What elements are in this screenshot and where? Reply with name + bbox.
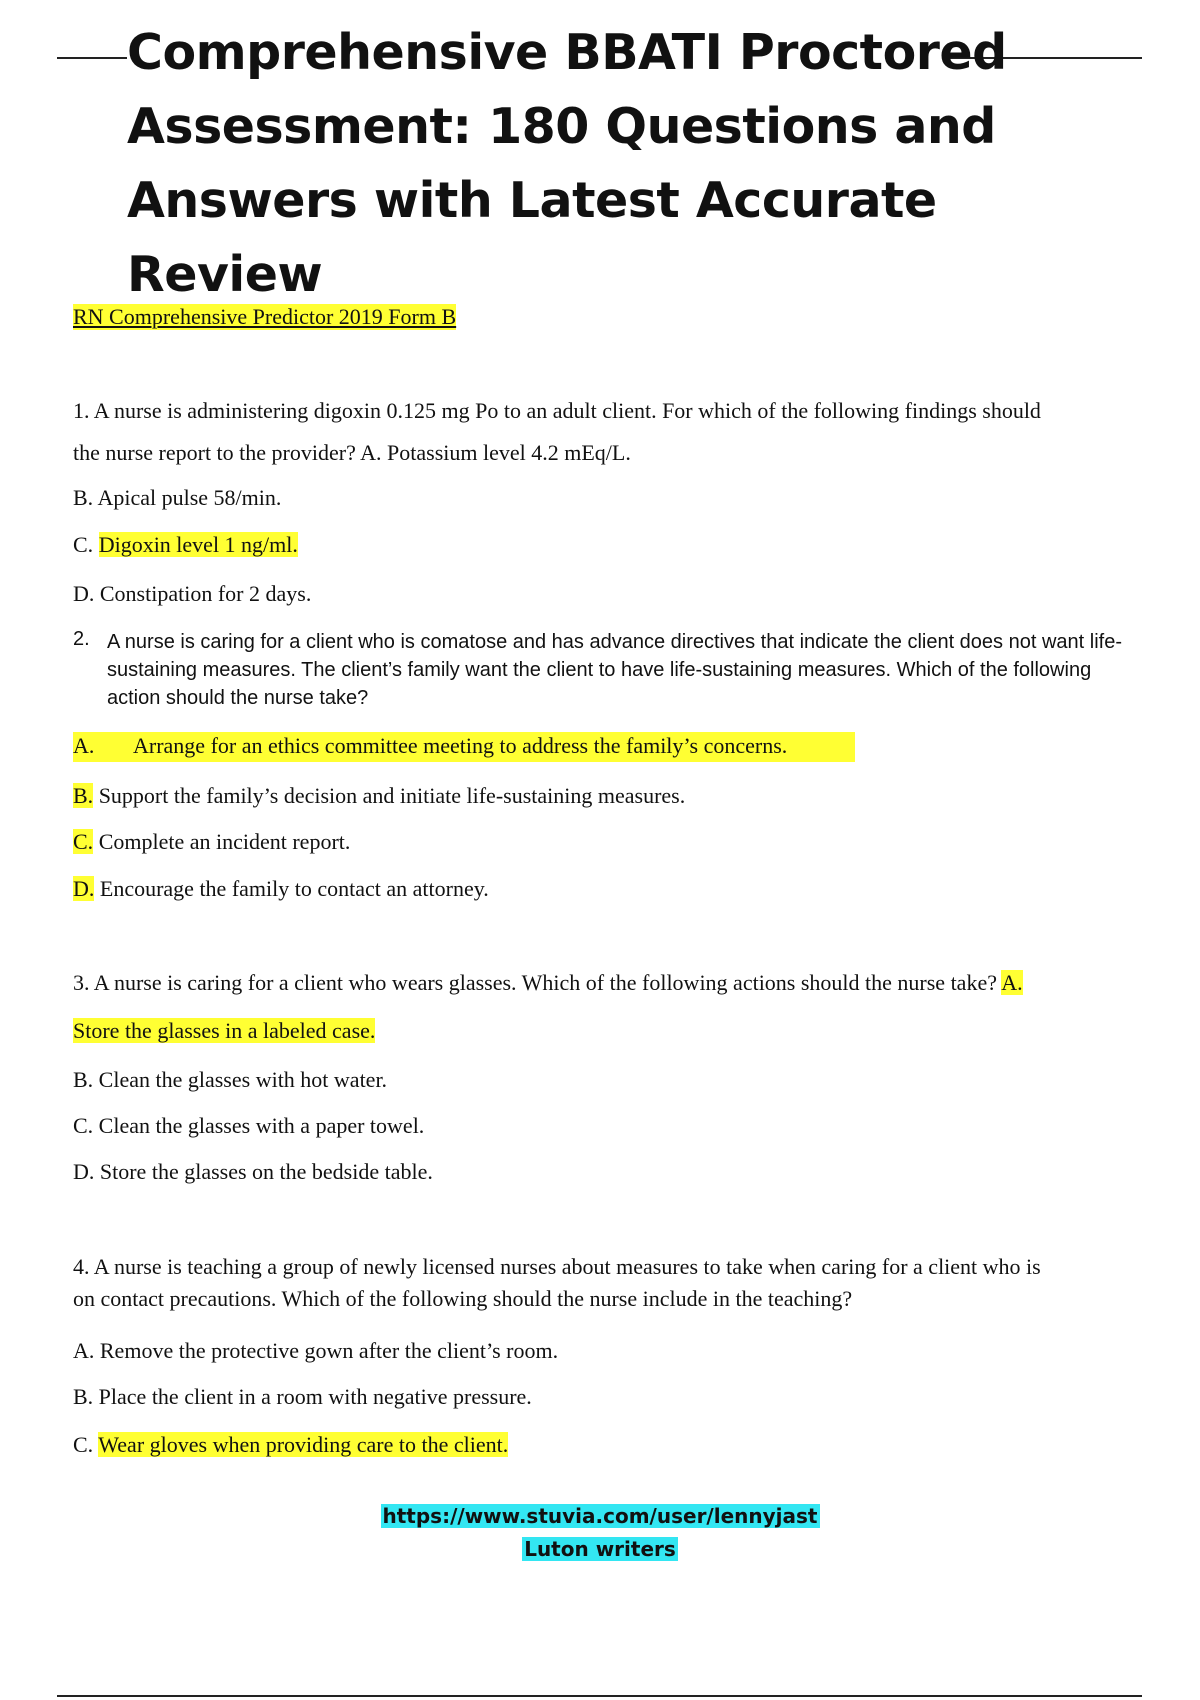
question-2-option-d-letter: D. [73,876,95,901]
question-1-option-b: B. Apical pulse 58/min. [73,485,282,510]
question-3-line-1 [73,970,1023,996]
question-2-text: A nurse is caring for a client who is comatose and has advance directives that indicate the client does not want life-sustaining measures. The client’s family want the client to have life-sustaining measures. Which of the following action should the nurse take? [107,631,1122,709]
question-2-option-a-letter: A. [73,733,95,758]
footer-url-line [0,1504,1200,1528]
question-2-option-a-answer: Arrange for an ethics committee meeting to address the family’s concerns. [133,733,788,758]
footer-author-name[interactable]: Luton writers [524,1537,676,1561]
question-3-option-b: B. Clean the glasses with hot water. [73,1067,388,1092]
question-4-option-a: A. Remove the protective gown after the client’s room. [73,1338,559,1363]
footer-name-line [0,1537,1200,1561]
question-2-option-c-letter: C. [73,829,94,854]
title-rule-left [57,57,127,59]
question-2-option-d [73,876,489,902]
question-3-line-2 [73,1018,375,1044]
question-4-option-b: B. Place the client in a room with negative pressure. [73,1384,532,1409]
document-title: Comprehensive BBATI Proctored Assessment: 180 Questions and Answers with Latest Accurate Review [127,24,1007,303]
question-2-option-c [73,829,350,855]
question-2-option-b [73,783,685,809]
question-1-option-c-answer: Digoxin level 1 ng/ml. [98,532,298,557]
question-4-option-c [73,1432,508,1458]
question-2-option-b-text: Support the family’s decision and initiate life-sustaining measures. [93,783,686,808]
question-4-option-c-answer: Wear gloves when providing care to the client. [98,1432,509,1457]
question-4-option-c-letter: C. [73,1432,99,1457]
footer-url-link[interactable]: https://www.stuvia.com/user/lennyjast [382,1504,818,1528]
question-2-option-c-text: Complete an incident report. [93,829,351,854]
question-3-stem: 3. A nurse is caring for a client who wears glasses. Which of the following actions should the nurse take? [73,970,1002,995]
question-3-answer-text: Store the glasses in a labeled case. [73,1018,376,1043]
question-3-option-d: D. Store the glasses on the bedside table. [73,1159,433,1184]
question-2-option-b-letter: B. [73,783,94,808]
question-1-option-d: D. Constipation for 2 days. [73,581,312,606]
question-1-line-1: 1. A nurse is administering digoxin 0.125 mg Po to an adult client. For which of the following findings should [73,398,1041,423]
question-1-line-2: the nurse report to the provider? A. Potassium level 4.2 mEq/L. [73,440,631,465]
question-3-option-c: C. Clean the glasses with a paper towel. [73,1113,425,1138]
question-2-option-d-text: Encourage the family to contact an attorney. [94,876,489,901]
question-3-answer-letter: A. [1001,970,1023,995]
question-1-option-c [73,532,298,558]
bottom-rule [57,1695,1142,1697]
form-label: RN Comprehensive Predictor 2019 Form B [73,304,457,329]
question-4-line-1: 4. A nurse is teaching a group of newly licensed nurses about measures to take when caring for a client who is [73,1254,1041,1279]
question-4-line-2: on contact precautions. Which of the following should the nurse include in the teaching? [73,1286,853,1311]
question-2-number: 2. [73,628,90,650]
question-1-option-c-letter: C. [73,532,99,557]
